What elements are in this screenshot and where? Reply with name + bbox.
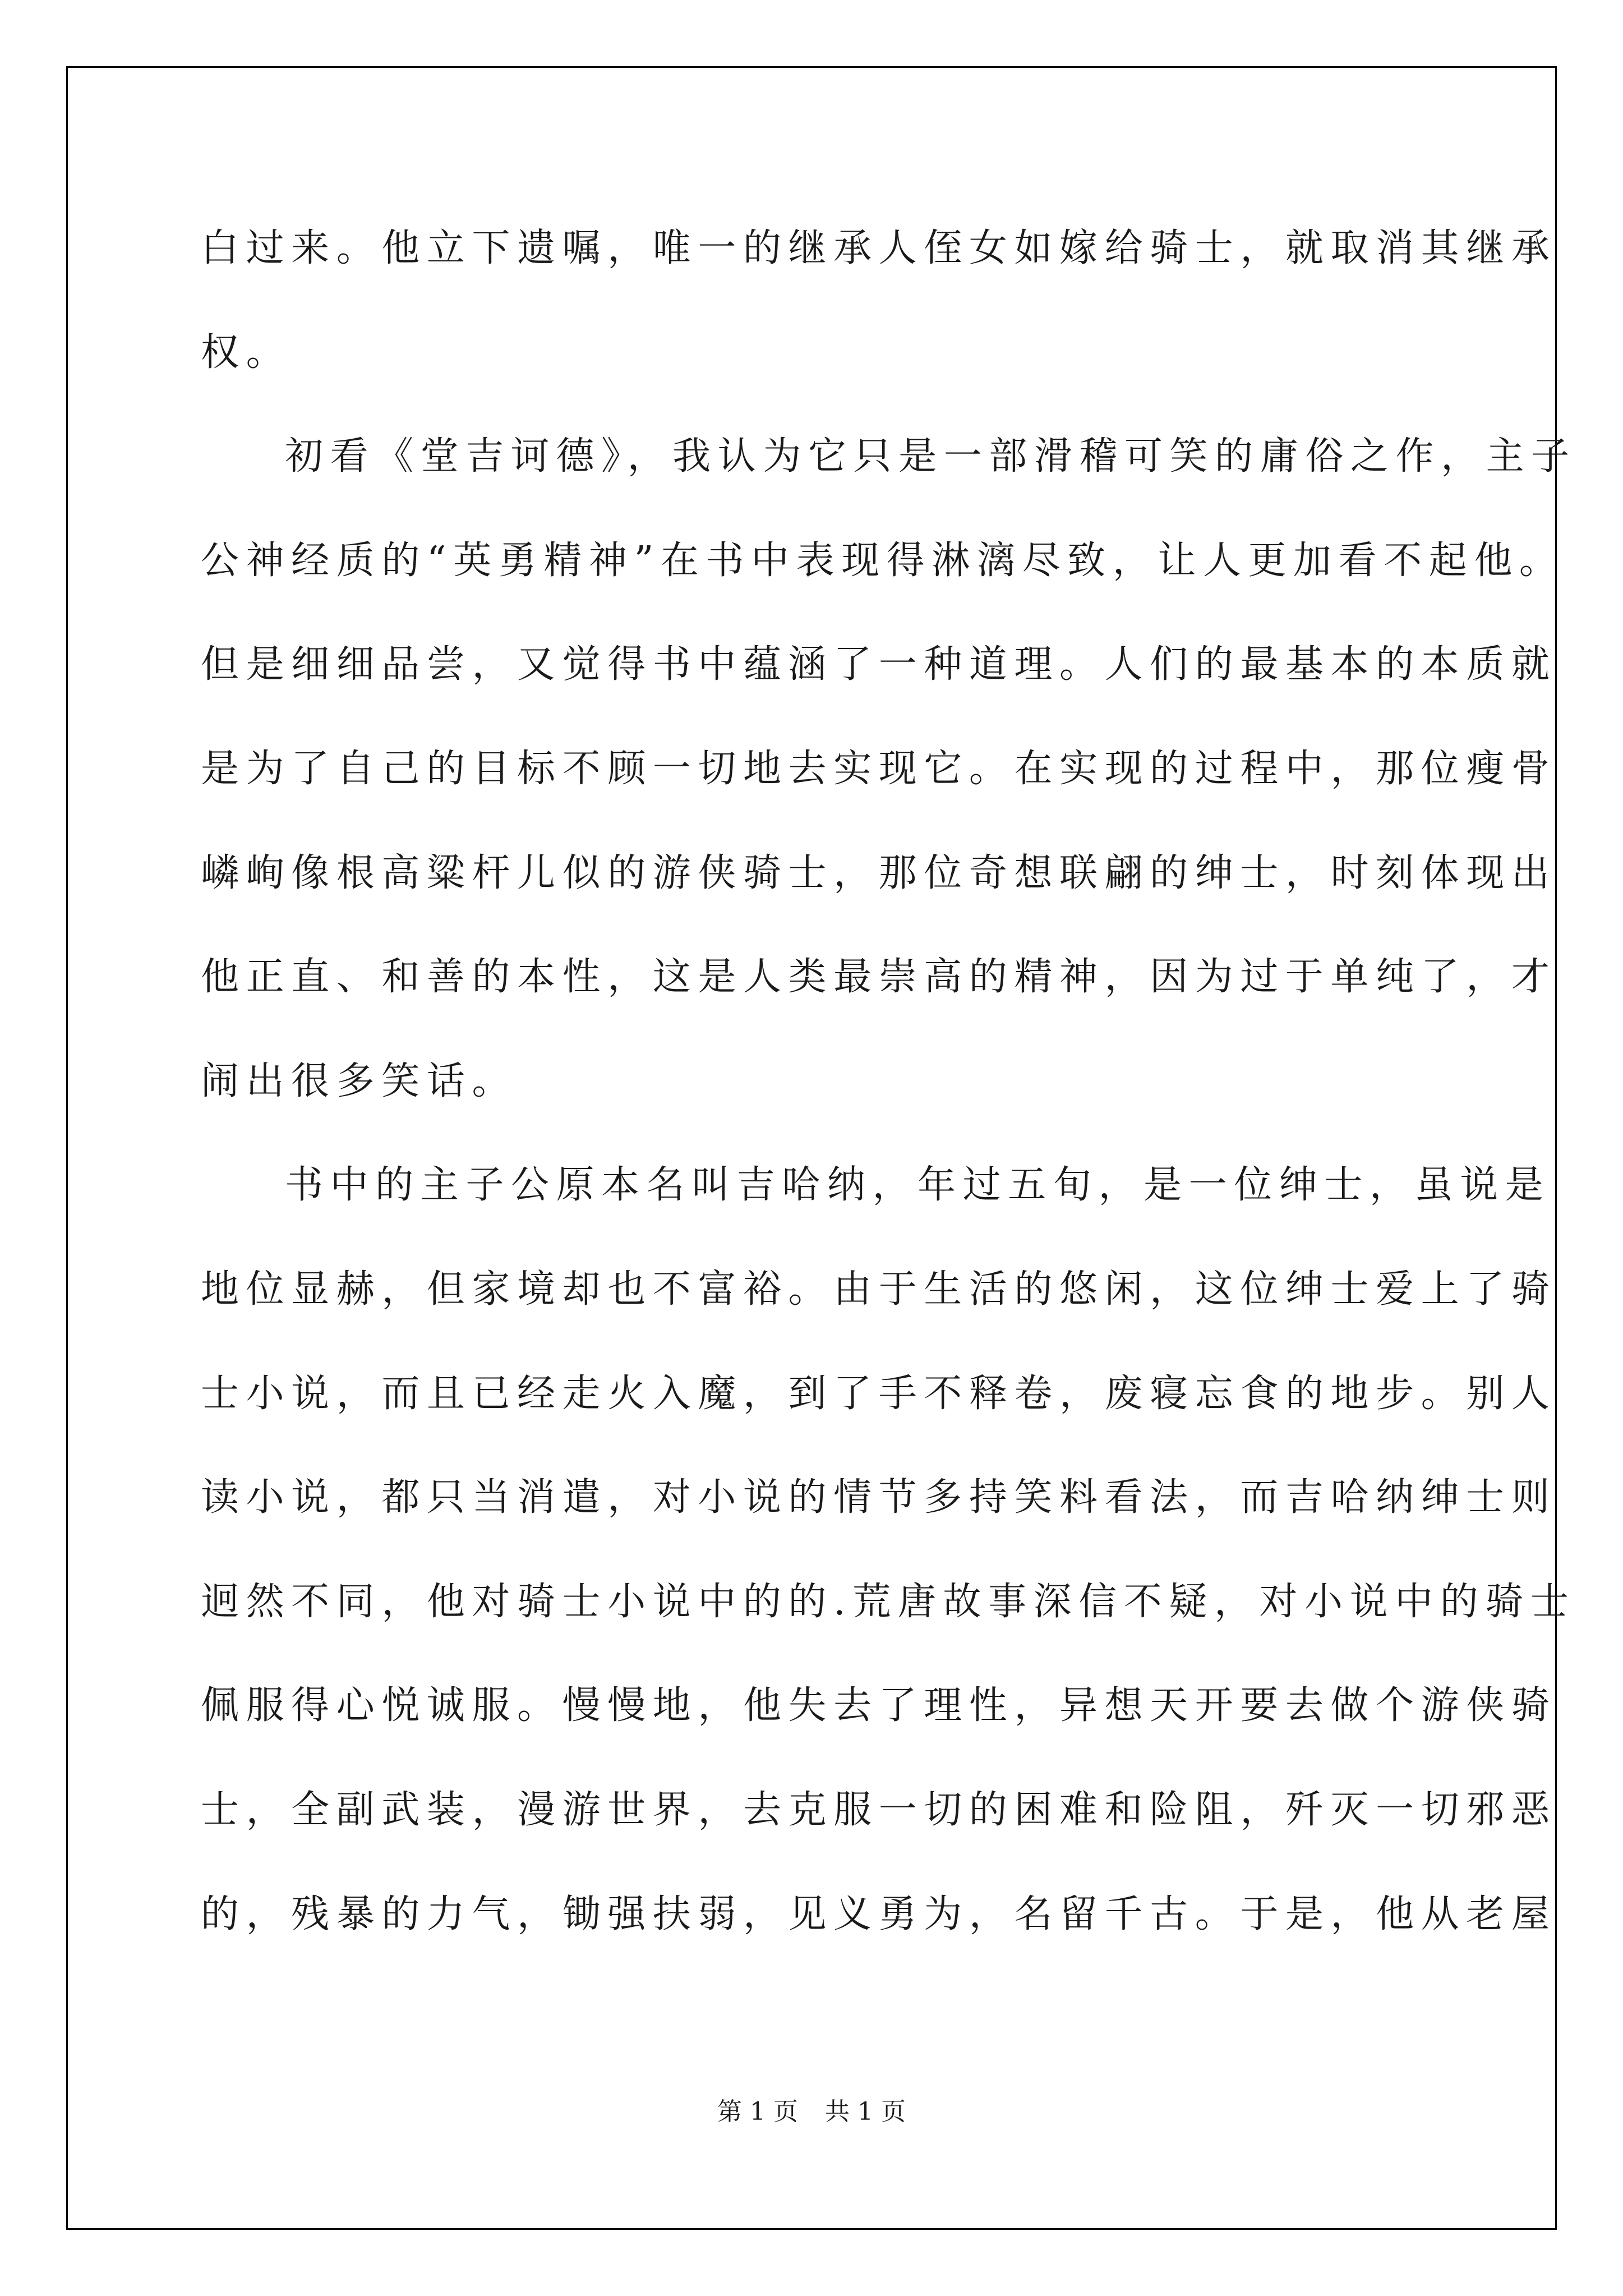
page-footer xyxy=(0,2095,1623,2129)
text-line: 读小说，都只当消遣，对小说的情节多持笑料看法，而吉哈纳绅士则 xyxy=(201,1475,1557,1520)
text-line: 但是细细品尝，又觉得书中蕴涵了一种道理。人们的最基本的本质就 xyxy=(201,642,1557,687)
paragraph-start-line: 书中的主子公原本名叫吉哈纳，年过五旬，是一位绅士，虽说是 xyxy=(285,1163,1551,1208)
text-line: 迥然不同，他对骑士小说中的的.荒唐故事深信不疑，对小说中的骑士 xyxy=(201,1579,1576,1624)
text-line: 闹出很多笑话。 xyxy=(201,1059,518,1103)
page-number: 第 1 页 xyxy=(717,2097,798,2126)
text-line: 地位显赫，但家境却也不富裕。由于生活的悠闲，这位绅士爱上了骑 xyxy=(201,1267,1557,1312)
text-line: 权。 xyxy=(201,330,292,375)
text-line: 白过来。他立下遗嘱，唯一的继承人侄女如嫁给骑士，就取消其继承 xyxy=(201,226,1557,270)
text-line: 是为了自己的目标不顾一切地去实现它。在实现的过程中，那位瘦骨 xyxy=(201,746,1557,791)
document-body xyxy=(201,196,1576,1966)
text-line: 佩服得心悦诚服。慢慢地，他失去了理性，异想天开要去做个游侠骑 xyxy=(201,1683,1557,1728)
text-line: 士，全副武装，漫游世界，去克服一切的困难和险阻，歼灭一切邪恶 xyxy=(201,1787,1557,1832)
text-line: 的，残暴的力气，锄强扶弱，见义勇为，名留千古。于是，他从老屋 xyxy=(201,1892,1557,1936)
paragraph-start-line: 初看《堂吉诃德》，我认为它只是一部滑稽可笑的庸俗之作，主子 xyxy=(285,434,1576,479)
text-line: 嶙峋像根高粱杆儿似的游侠骑士，那位奇想联翩的绅士，时刻体现出 xyxy=(201,850,1557,895)
text-line: 士小说，而且已经走火入魔，到了手不释卷，废寝忘食的地步。别人 xyxy=(201,1371,1557,1416)
text-line: 公神经质的“英勇精神”在书中表现得淋漓尽致，让人更加看不起他。 xyxy=(201,538,1565,583)
text-line: 他正直、和善的本性，这是人类最崇高的精神，因为过于单纯了，才 xyxy=(201,955,1557,1000)
page-total: 共 1 页 xyxy=(825,2097,906,2126)
